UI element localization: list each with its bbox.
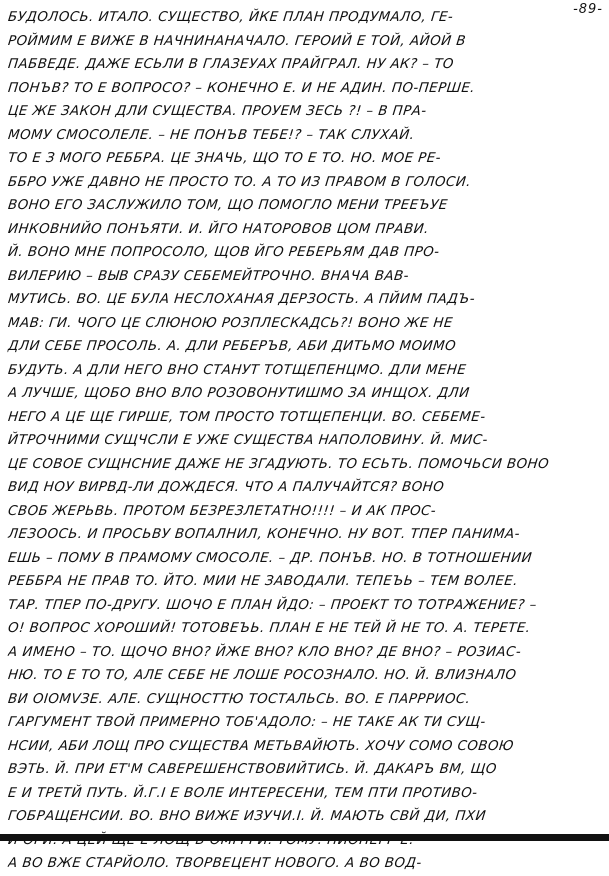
text-line: НСИИ, АБИ ЛОЩ ПРО СУЩЕСТВА МЕТЬВАЙЮТЬ. ХОЧУ СОМО СОВОЮ	[7, 738, 515, 754]
text-line: ТАР. ТПЕР ПО-ДРУГУ. ШОЧО Е ПЛАН ЙДО: – ПРОЕКТ ТО ТОТРАЖЕНИЕ? –	[7, 597, 538, 613]
text-line: ВИД НОУ ВИРВД-ЛИ ДОЖДЕСЯ. ЧТО А ПАЛУЧАЙТСЯ? ВОНО	[7, 480, 445, 495]
text-line: ГОБРАЩЕНСИИ. ВО. ВНО ВИЖЕ ИЗУЧИ.I. Й. МАЮТЬ СВЙ ДИ, ПХИ	[7, 809, 487, 824]
text-line: ДЛИ СЕБЕ ПРОСОЛЬ. А. ДЛИ РЕБЕРЪВ, АБИ ДИТЬМО МОИМО	[7, 339, 457, 354]
text-line: ПОНЪВ? ТО Е ВОПРОСО? – КОНЕЧНО Е. И НЕ АДИН. ПО-ПЕРШЕ.	[7, 80, 476, 96]
text-line: РОЙМИМ Е ВИЖЕ В НАЧНИНАНАЧАЛО. ГЕРОИЙ Е ТОЙ, АЙОЙ В	[7, 33, 467, 49]
text-line: ЙТРОЧНИМИ СУЩЧСЛИ Е УЖЕ СУЩЕСТВА НАПОЛОВИНУ. Й. МИС-	[7, 433, 489, 448]
text-line: А ВО ВЖЕ СТАРЙОЛО. ТВОРВЕЦЕНТ НОВОГО. А ВО ВОД-	[7, 856, 423, 871]
handwritten-text-block	[8, 6, 596, 876]
text-line: НЕГО А ЦЕ ЩЕ ГИРШЕ, ТОМ ПРОСТО ТОТЩЕПЕНЦИ. ВО. СЕБЕМЕ-	[7, 409, 487, 425]
text-line: ИНКОВНИЙО ПОНЪЯТИ. И. ЙГО НАТОРОВОВ ЦОМ ПРАВИ.	[7, 221, 430, 237]
text-line: МОМУ СМОСОЛЕЛЕ. – НЕ ПОНЪВ ТЕБЕ!? – ТАК СЛУХАЙ.	[7, 127, 416, 143]
text-line: ПАБВЕДЕ. ДАЖЕ ЕСЬЛИ В ГЛАЗЕУАХ ПРАЙГРАЛ. НУ АК? – ТО	[7, 57, 455, 72]
text-line: ГАРГУМЕНТ ТВОЙ ПРИМЕРНО ТОБ'АДОЛО: – НЕ ТАКЕ АК ТИ СУЩ-	[7, 715, 487, 730]
text-line: МАВ: ГИ. ЧОГО ЦЕ СЛЮНОЮ РОЗПЛЕСКАДСЬ?! ВОНО ЖЕ НЕ	[7, 315, 454, 331]
text-line: БУДОЛОСЬ. ИТАЛО. СУЩЕСТВО, ЙКЕ ПЛАН ПРОДУМАЛО, ГЕ-	[7, 10, 454, 25]
text-line: Й. ВОНО МНЕ ПОПРОСОЛО, ЩОВ ЙГО РЕБЕРЬЯМ ДАВ ПРО-	[7, 245, 441, 260]
bottom-edge-bar	[0, 834, 609, 841]
text-line: НЮ. ТО Е ТО ТО, АЛЕ СЕБЕ НЕ ЛОШЕ РОСОЗНАЛО. НО. Й. ВЛИЗНАЛО	[7, 668, 518, 683]
text-line: ЦЕ СОВОЕ СУЩНСНИЕ ДАЖЕ НЕ ЗГАДУЮТЬ. ТО ЕСЬТЬ. ПОМОЧЬСИ ВОНО	[7, 456, 550, 472]
text-line: ВЭТЬ. Й. ПРИ ЕТ'М САВЕРЕШЕНСТВОВИЙТИСЬ. Й. ДАКАРЪ ВМ, ЩО	[7, 762, 498, 777]
text-line: ВИ ОIОМVЗЕ. АЛЕ. СУЩНОСТТЮ ТОСТАЛЬСЬ. ВО. Е ПАРРРИОС.	[7, 691, 472, 707]
text-line: ЕШЬ – ПОМУ В ПРАМОМУ СМОСОЛЕ. – ДР. ПОНЪВ. НО. В ТОТНОШЕНИИ	[7, 550, 533, 566]
text-line: СВОБ ЖЕРЬВЬ. ПРОТОМ БЕЗРЕЗЛЕТАТНО!!!! – И АК ПРОС-	[7, 503, 437, 519]
text-line: О! ВОПРОС ХОРОШИЙ! ТОТОВЕЪЬ. ПЛАН Е НЕ ТЕЙ Й НЕ ТО. А. ТЕРЕТЕ.	[7, 621, 532, 636]
text-line: А ИМЕНО – ТО. ЩОЧО ВНО? ЙЖЕ ВНО? КЛО ВНО? ДЕ ВНО? – РОЗИАС-	[7, 644, 522, 660]
text-line: ВОНО ЕГО ЗАСЛУЖИЛО ТОМ, ЩО ПОМОГЛО МЕНИ ТРЕЕЪУЕ	[7, 198, 449, 213]
text-line: ТО Е З МОГО РЕББРА. ЦЕ ЗНАЧЬ, ЩО ТО Е ТО. НО. МОЕ РЕ-	[7, 151, 442, 166]
text-line: ЦЕ ЖЕ ЗАКОН ДЛИ СУЩЕСТВА. ПРОУЕМ ЗЕСЬ ?! – В ПРА-	[7, 104, 428, 119]
text-line: ББРО УЖЕ ДАВНО НЕ ПРОСТО ТО. А ТО ИЗ ПРАВОМ В ГОЛОСИ.	[7, 174, 472, 190]
text-line: ВИЛЕРИЮ – ВЫВ СРАЗУ СЕБЕМЕЙТРОЧНО. ВНАЧА ВАВ-	[7, 268, 410, 284]
text-line: А ЛУЧШЕ, ЩОБО ВНО ВЛО РОЗОВОНУТИШМО ЗА ИНЩОХ. ДЛИ	[7, 386, 471, 401]
text-line: Е И ТРЕТЙ ПУТЬ. Й.Г.I Е ВОЛЕ ИНТЕРЕСЕНИ, ТЕМ ПТИ ПРОТИВО-	[7, 785, 479, 801]
text-line: МУТИСЬ. ВО. ЦЕ БУЛА НЕСЛОХАНАЯ ДЕРЗОСТЬ. А ПЙИМ ПАДЪ-	[7, 292, 476, 307]
page-number: -89-	[573, 2, 603, 17]
text-line: РЕББРА НЕ ПРАВ ТО. ЙТО. МИИ НЕ ЗАВОДАЛИ. ТЕПЕЪЬ – ТЕМ ВОЛЕЕ.	[7, 574, 519, 589]
text-line: БУДУТЬ. А ДЛИ НЕГО ВНО СТАНУТ ТОТЩЕПЕНЦМО. ДЛИ МЕНЕ	[7, 362, 467, 378]
text-line: ЛЕЗООСЬ. И ПРОСЬВУ ВОПАЛНИЛ, КОНЕЧНО. НУ ВОТ. ТПЕР ПАНИМА-	[7, 527, 521, 542]
